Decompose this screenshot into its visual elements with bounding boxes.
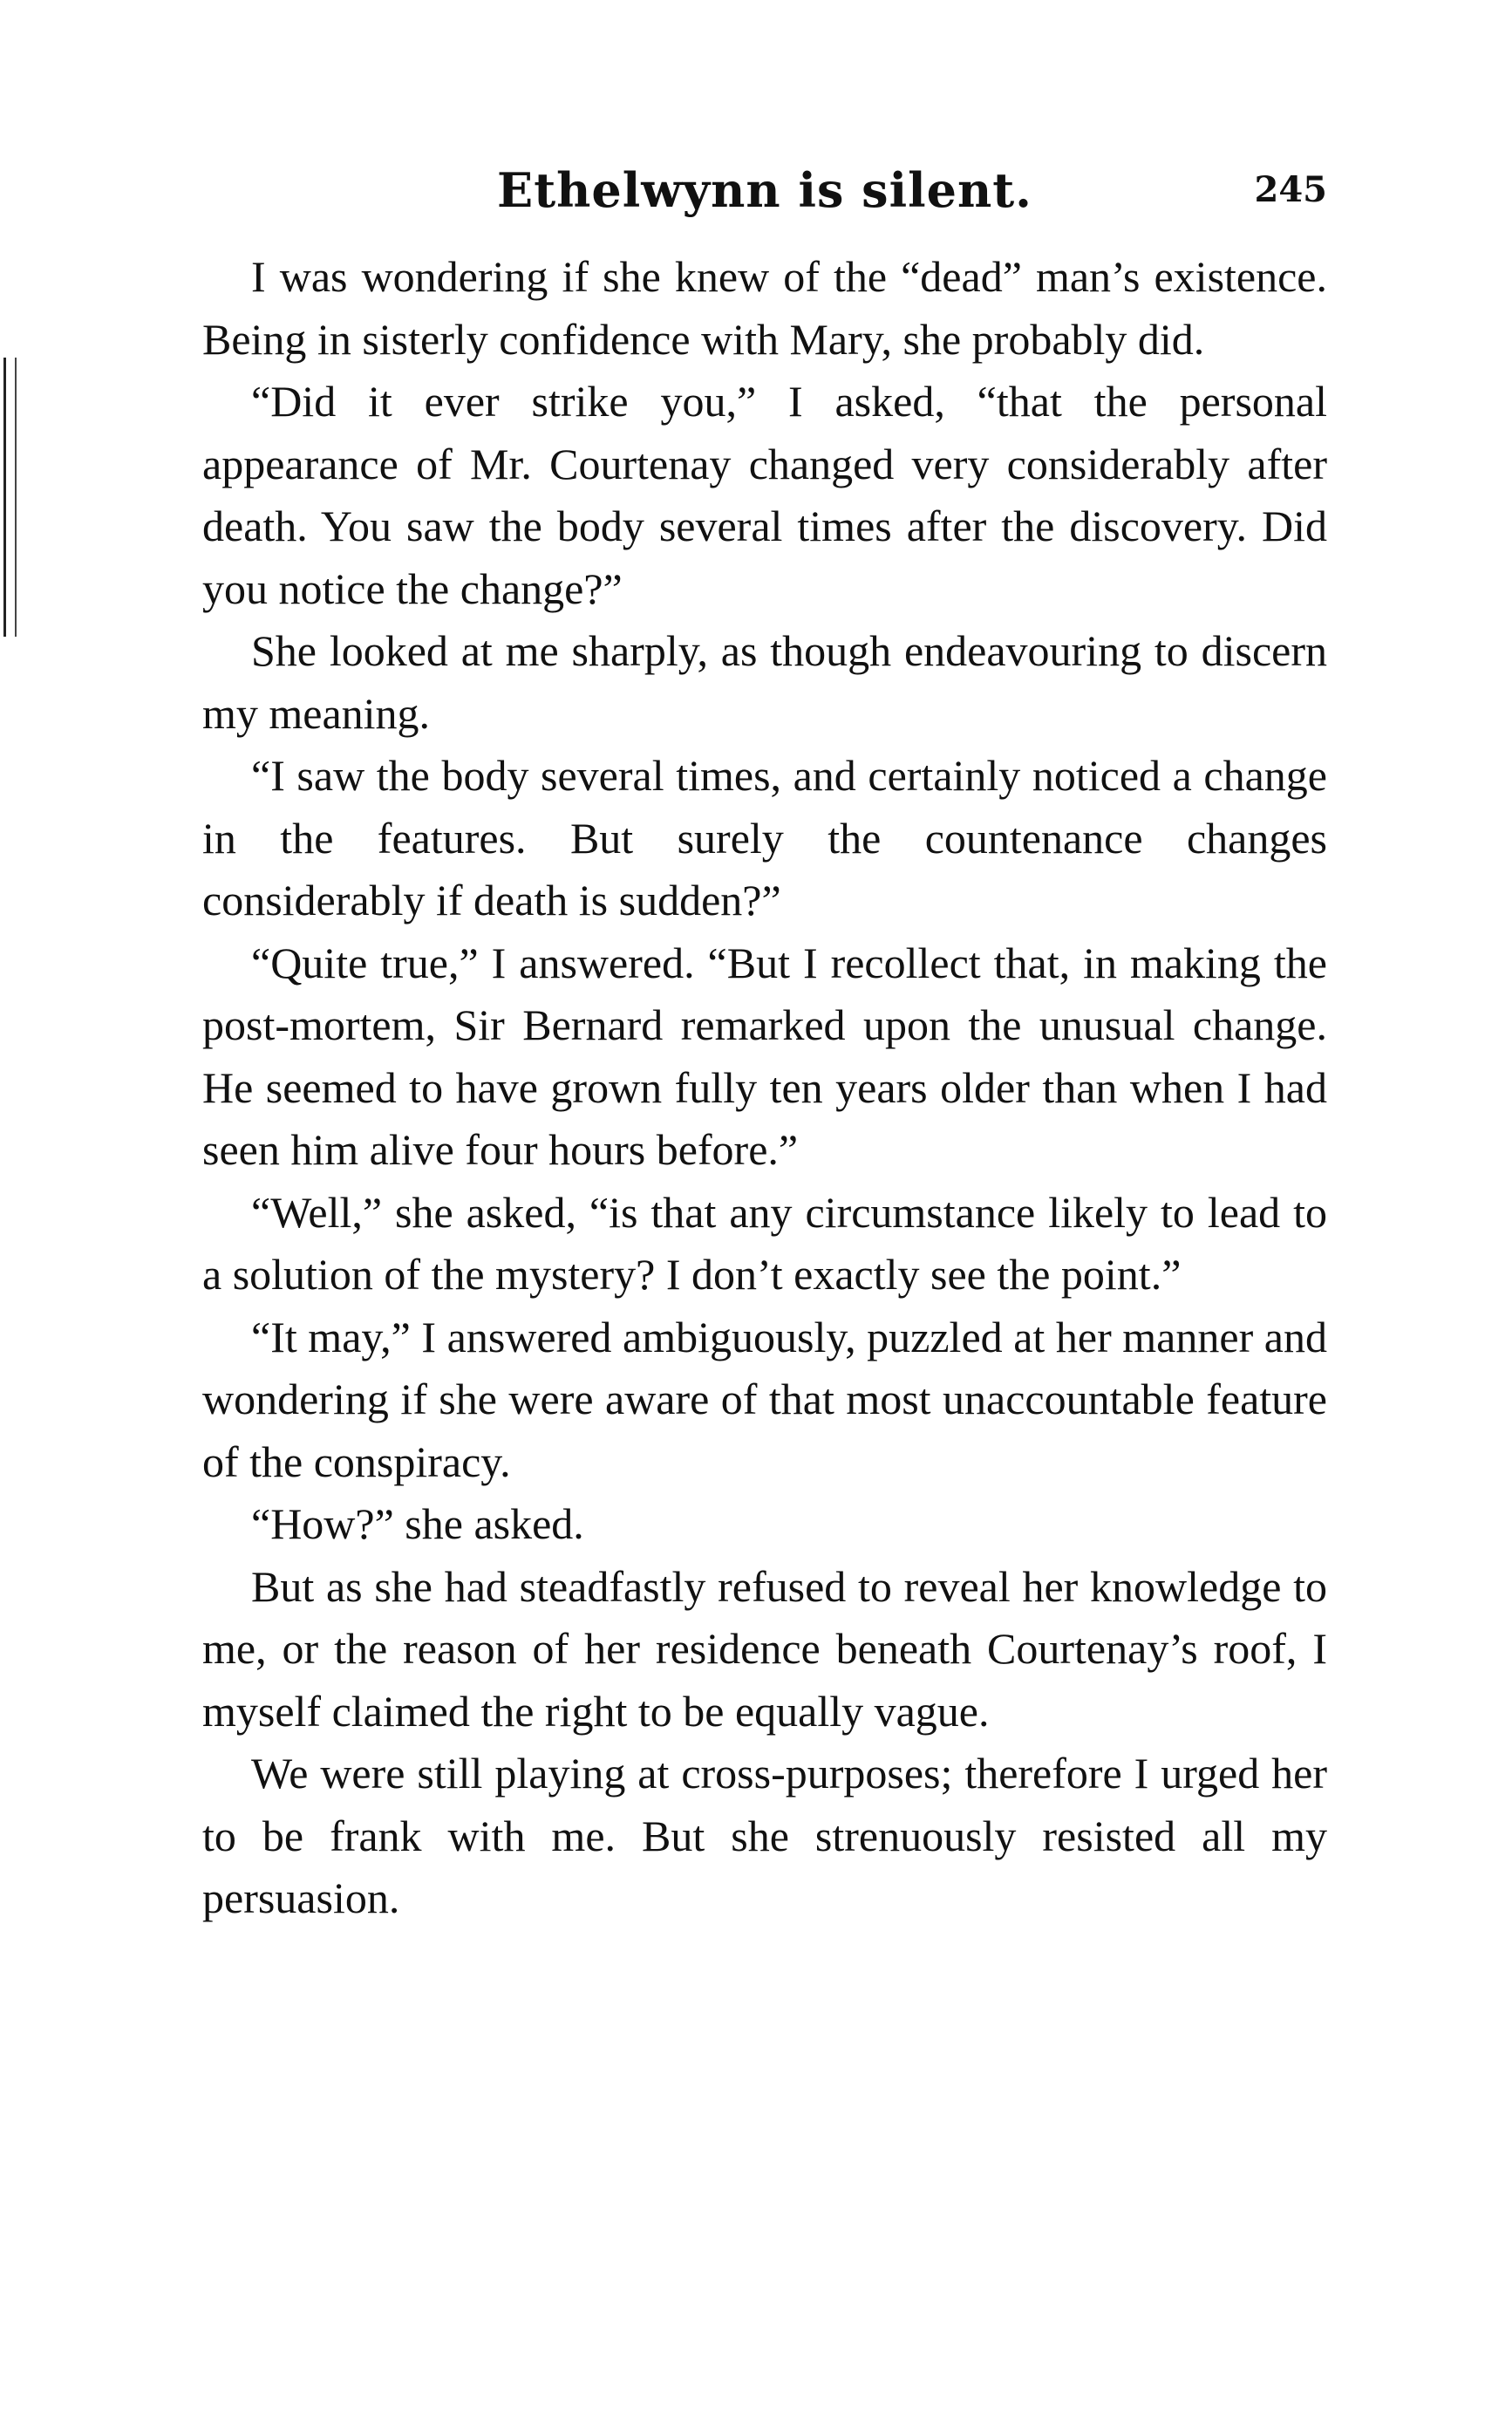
page-number: 245 [1254, 169, 1327, 210]
paragraph: “It may,” I answered ambiguously, puzzled at her manner and wondering if she were aware of that most unaccountable feature of the conspiracy. [202, 1312, 1327, 1486]
paragraph: She looked at me sharply, as though endeavouring to discern my meaning. [202, 626, 1327, 738]
running-title: Ethelwynn is silent. [497, 162, 1032, 218]
body-text [202, 246, 1327, 1930]
paragraph: But as she had steadfastly refused to reveal her knowledge to me, or the reason of her residence beneath Courtenay’s roof, I myself claimed the right to be equally vague. [202, 1561, 1327, 1736]
paragraph: “Did it ever strike you,” I asked, “that the personal appearance of Mr. Courtenay changed very considerably after death. You saw the body several times after the discovery. Did you notice the change?” [202, 377, 1327, 613]
binding-edge-rule [3, 358, 17, 637]
paragraph: I was wondering if she knew of the “dead” man’s existence. Being in sisterly confidence with Mary, she probably did. [202, 252, 1327, 364]
paragraph: “How?” she asked. [251, 1499, 584, 1548]
running-head [202, 155, 1327, 225]
paragraph: “I saw the body several times, and certainly noticed a change in the features. But surely the countenance changes considerably if death is sudden?” [202, 751, 1327, 924]
paragraph: “Quite true,” I answered. “But I recollect that, in making the post-mortem, Sir Bernard remarked upon the unusual change. He seemed to have grown fully ten years older than when I had seen him alive four hours before.” [202, 938, 1327, 1174]
paragraph: “Well,” she asked, “is that any circumstance likely to lead to a solution of the mystery? I don’t exactly see the point.” [202, 1187, 1327, 1299]
paragraph: We were still playing at cross-purposes; therefore I urged her to be frank with me. But she strenuously resisted all my persuasion. [202, 1749, 1327, 1922]
